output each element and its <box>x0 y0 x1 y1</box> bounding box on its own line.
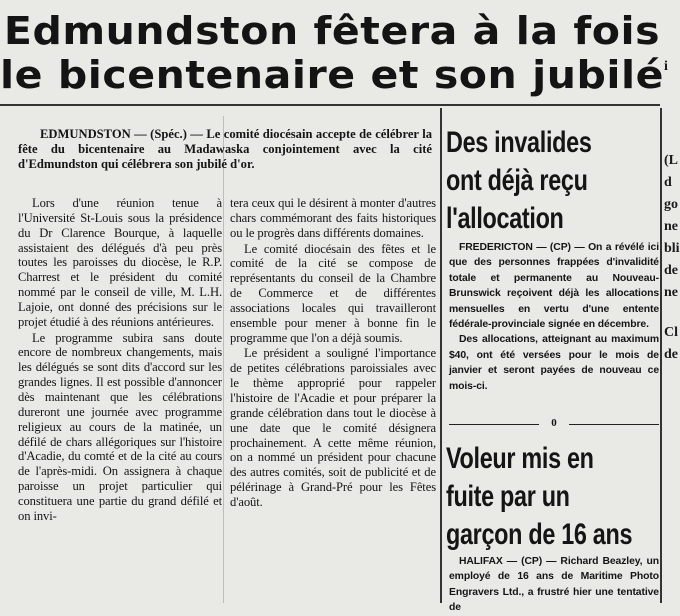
edge-fragment: i <box>664 59 668 74</box>
edge-fragment: de <box>664 347 678 362</box>
edge-fragment: de <box>664 263 678 278</box>
edge-fragment: ne <box>664 219 678 234</box>
edge-fragment: bli <box>664 241 680 256</box>
paragraph: Des allocations, atteignant au maximum $40, ont été versées pour le mois de janvier et seront payées de nouveau ce mois-ci. <box>449 334 659 392</box>
article3-headline-1: Voleur mis en <box>446 442 594 475</box>
article2-headline-1: Des invalides <box>446 126 592 159</box>
article2-body <box>449 240 659 394</box>
paragraph: HALIFAX — (CP) — Richard Beazley, un employé de 16 ans de Maritime Photo Engravers Ltd., a frustré hier une tentative de <box>449 556 659 614</box>
article2-headline-2: ont déjà reçu <box>446 164 588 197</box>
headline-line-1: Edmundston fêtera à la fois <box>3 9 661 53</box>
headline-rule <box>0 104 660 106</box>
edge-fragment: Cl <box>664 325 678 340</box>
paragraph: FREDERICTON — (CP) — On a révélé ici que des personnes frappées d'invalidité totale et permanente au Nouveau-Brunswick reçoivent déjà les allocations mensuelles en vertu d'une entente fédérale-provinciale signée en décembre. <box>449 242 659 331</box>
paragraph: tera ceux qui le désirent à monter d'autres chars commémorant des faits historiques ou le progrès dans différents domaines. <box>230 196 436 240</box>
lead-text: EDMUNDSTON — (Spéc.) — Le comité diocésain accepte de célébrer la fête du bicentenaire au Madawaska conjointement avec la cité d'Edmundston qui célébrera son jubilé d'or. <box>18 127 432 171</box>
edge-fragment: (L <box>664 153 678 168</box>
edge-fragment: d <box>664 175 672 190</box>
edge-fragment: go <box>664 197 678 212</box>
lead-paragraph <box>18 127 432 172</box>
headline-line-2: le bicentenaire et son jubilé <box>0 53 664 97</box>
main-article-column-2 <box>230 196 436 510</box>
article2-headline-3: l'allocation <box>446 202 564 235</box>
paragraph: Le comité diocésain des fêtes et le comité de la cité se compose de représentants du conseil de la Chambre de Commerce et de différentes associations locales qui travailleront ensemble pour mener à bonne fin le programme que l'on a déjà soumis. <box>230 241 436 345</box>
paragraph: Le président a souligné l'importance de petites célébrations paroissiales avec le thème approprié pour rappeler l'histoire de l'Acadie et pour préparer la grande célébration dans tout le diocèse à une date que le comité désignera prochainement. A cette même réunion, on a nommé un président pour chacune des autres comités, soit de publicité et de pélérinage à Grand-Pré pour les Fêtes d'août. <box>230 346 436 509</box>
scan-artifact <box>223 116 224 603</box>
article3-headline-3: garçon de 16 ans <box>446 518 633 551</box>
main-article-column-1 <box>18 196 222 524</box>
column-rule-right <box>440 108 442 603</box>
column-rule-edge <box>660 108 662 603</box>
article3-headline-2: fuite par un <box>446 480 570 513</box>
article3-body <box>449 554 659 616</box>
paragraph: Le programme subira sans doute encore de nombreux changements, mais les délégués se sont dits d'accord sur les grandes lignes. Il est possible d'annoncer dès maintenant que les célébrations dureront une journée avec programme religieux au cours de la matinée, un défilé de chars allégoriques sur l'histoire d'Acadie, du comté et de la cité au cours de l'après-midi. On assignera à chaque paroisse un projet particulier qui constituera une partie du grand défilé et on invi- <box>18 330 222 523</box>
paragraph: Lors d'une réunion tenue à l'Université St-Louis sous la présidence du Dr Clarence Bourque, à laquelle assistaient des délégués d'à peu près toutes les paroisses du diocèse, le R.P. Charrest et le président du comité nommé par le conseil de ville, M. L.H. Lajoie, ont donné des précisions sur le projet étudié à des réunions antérieures. <box>18 196 222 329</box>
section-divider: 0 <box>449 417 659 429</box>
edge-fragment: ne <box>664 285 678 300</box>
